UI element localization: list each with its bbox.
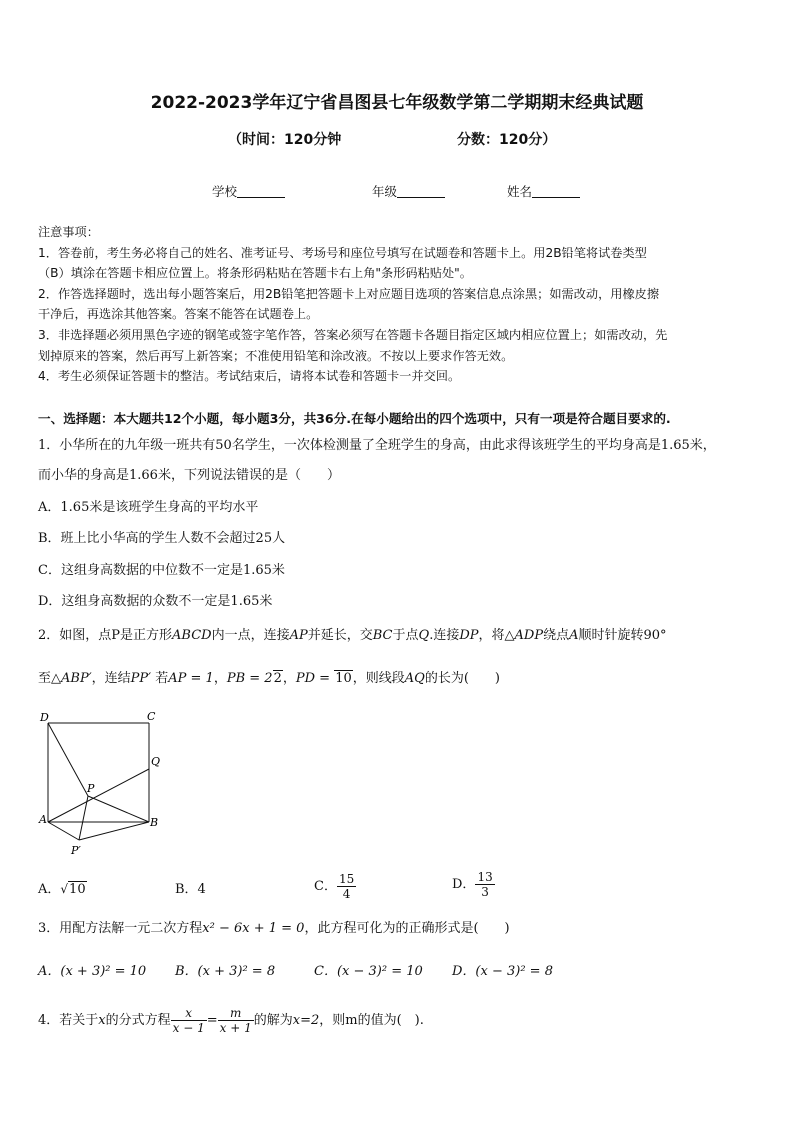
label-p: P [87,782,95,795]
q3-option-d: D．(x − 3)² = 8 [452,964,553,979]
q3-stem: 3．用配方法解一元二次方程x² − 6x + 1 = 0，此方程可化为的正确形式是( ) [38,921,510,936]
q1-line2: 而小华的身高是1.66米，下列说法错误的是（ ） [38,468,340,483]
q2-option-d: D． $\frac{13}{3}$ [452,870,493,899]
name-field [507,182,580,200]
q1-option-c: C．这组身高数据的中位数不一定是1.65米 [38,563,285,578]
time-label: （时间：120分钟 [228,132,342,148]
grade-field [372,182,445,200]
notes-line: 1．答卷前，考生务必将自己的姓名、准考证号、考场号和座位号填写在试题卷和答题卡上。用2B铅笔将试卷类型 [38,245,647,260]
grade-blank [397,185,445,198]
section-heading: 一、选择题：本大题共12个小题，每小题3分，共36分.在每小题给出的四个选项中，只有一项是符合题目要求的. [38,411,671,426]
label-d: D [40,711,49,724]
q3-option-a: A．(x + 3)² = 10 [38,964,147,979]
fraction: $\frac{15}{4}$ [338,872,355,901]
notes-line: 3．非选择题必须用黑色字迹的钢笔或签字笔作答，答案必须写在答题卡各题目指定区域内相应位置上；如需改动，先 [38,327,668,342]
notes-block [38,222,758,387]
grade-label: 年级 [372,184,398,199]
segment-dp [48,723,88,796]
q2-option-b: B．4 [175,882,206,897]
square-figure [36,708,166,860]
notes-line: 划掉原来的答案，然后再写上新答案；不准使用铅笔和涂改液。不按以上要求作答无效。 [38,348,514,363]
segment-ap2 [48,822,79,840]
q2-option-a: A．√10 [38,882,86,897]
label-b: B [150,816,159,829]
sqrt-radicand: 10 [335,671,352,686]
notes-heading: 注意事项： [38,225,99,239]
label-q: Q [151,755,161,768]
school-blank [237,185,285,198]
segment-aq [48,769,149,822]
fraction: $\frac{x}{x - 1}$ [172,1006,205,1035]
notes-line: （B）填涂在答题卡相应位置上。将条形码粘贴在答题卡右上角"条形码粘贴处"。 [38,266,472,281]
q2-line1: 2．如图，点P是正方形ABCD内一点，连接AP并延长，交BC于点Q.连接DP，将△ADP绕点A顺时针旋转90° [38,628,667,643]
segment-pp2 [79,796,88,840]
label-a: A [39,813,47,826]
q1-option-b: B．班上比小华高的学生人数不会超过25人 [38,531,286,546]
q2-option-c: C． $\frac{15}{4}$ [314,872,355,901]
q4-stem: 4．若关于x的分式方程 $\frac{x}{x - 1}$ = $\frac{m}{x + 1}$ 的解为x=2，则m的值为( ). [38,1006,424,1035]
notes-line: 4．考生必须保证答题卡的整洁。考试结束后，请将本试卷和答题卡一并交回。 [38,369,461,384]
q1-option-a: A．1.65米是该班学生身高的平均水平 [38,500,259,515]
name-blank [532,185,580,198]
q2-line2: 至△ABP′，连结PP′ 若AP = 1，PB = 22，PD = 10，则线段AQ的长为( ) [38,671,500,686]
label-c: C [147,710,156,723]
q3-option-b: B．(x + 3)² = 8 [175,964,276,979]
q1-line1: 1．小华所在的九年级一班共有50名学生，一次体检测量了全班学生的身高，由此求得该班学生的平均身高是1.65米， [38,438,716,453]
notes-line: 2．作答选择题时，选出每小题答案后，用2B铅笔把答题卡上对应题目选项的答案信息点涂黑；如需改动，用橡皮擦 [38,286,660,301]
segment-p2b [79,822,149,840]
sqrt-radicand: 2 [273,671,282,686]
q1-option-d: D．这组身高数据的众数不一定是1.65米 [38,594,273,609]
q3-option-c: C．(x − 3)² = 10 [314,964,423,979]
school-field [212,182,285,200]
segment-pb [88,796,149,822]
fraction: $\frac{13}{3}$ [477,870,493,899]
exam-title: 2022-2023学年辽宁省昌图县七年级数学第二学期期末经典试题 [150,93,644,113]
name-label: 姓名 [507,184,533,199]
label-p-prime: P′ [71,844,81,857]
score-label: 分数：120分） [457,132,557,148]
fraction: $\frac{m}{x + 1}$ [219,1006,252,1035]
school-label: 学校 [212,184,238,199]
notes-line: 干净后，再选涂其他答案。答案不能答在试题卷上。 [38,307,319,322]
